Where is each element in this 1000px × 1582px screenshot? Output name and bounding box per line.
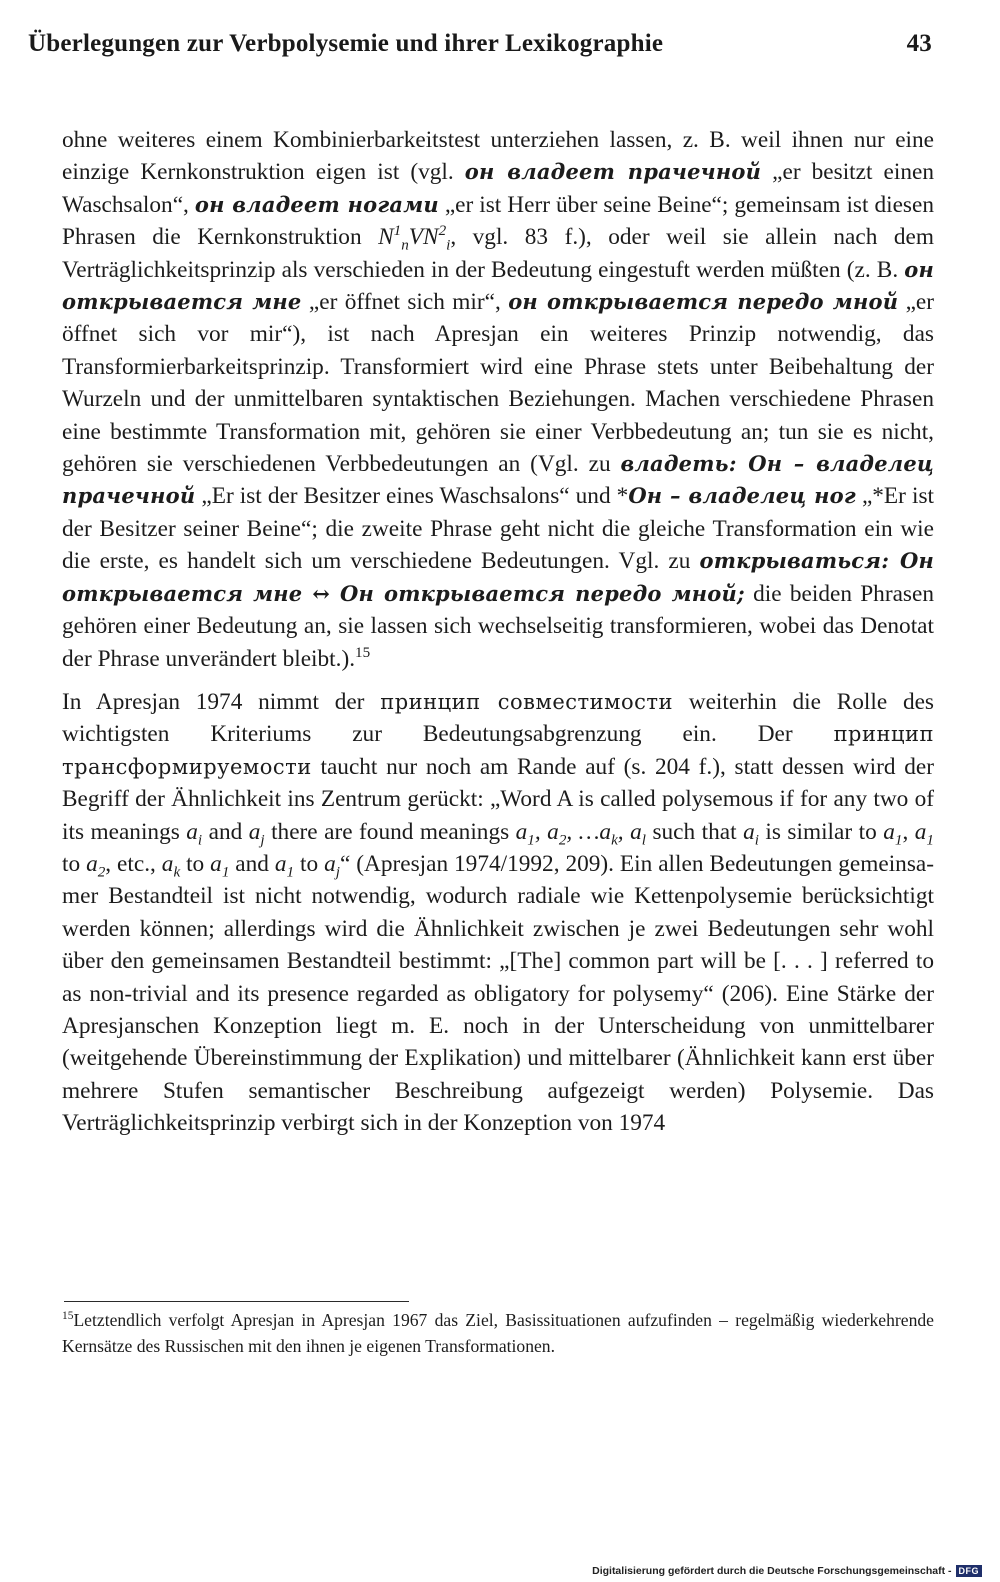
running-head	[28, 30, 932, 58]
russian-phrase: Он – владелец ног	[628, 483, 856, 509]
russian-phrase: он открывается передо мной	[508, 289, 899, 315]
funding-notice	[592, 1565, 982, 1577]
dfg-logo: DFG	[956, 1565, 983, 1577]
footnote-number: 15	[62, 1310, 74, 1323]
math-var: $a_i$	[186, 818, 203, 849]
russian-term: принцип совместимости	[380, 689, 673, 714]
paragraph-2: In Apresjan 1974 nimmt der принцип совместимости weiterhin die Rolle des wichtigsten Kriteriums zur Bedeutungsabgrenzung ein. Der принцип трансформируемости taucht nur noch am Rande auf (s. 204 f.), statt dessen wird der Begriff der Ähnlichkeit ins Zentrum gerückt: „Word A is called polysemous if for any two of its meanings $a_i$ and $a_j$ there are found meanings $a_1$, $a_2$, $\dots a_k$, $a_l$ such that $a_i$ is similar to $a_1$, $a_1$ to $a_2$, etc., $a_k$ to $a_1$ and $a_1$ to $a_j“$ (Apresjan 1974/1992, 209). Ein allen Bedeutungen gemeinsamer Bestandteil ist nicht notwendig, wodurch radiale wie Kettenpolysemie berücksichtigt werden können; allerdings wird die Ähnlichkeit zwischen je zwei Bedeutungen sehr wohl über den gemeinsamen Bestandteil bestimmt: „[The] common part will be [. . . ] referred to as non-trivial and its presence regarded as obligatory for polysemy“ (206). Eine Stärke der Apresjanschen Konzeption liegt m. E. noch in der Unterscheidung von unmittelbarer (weitgehende Übereinstimmung der Explikation) und mittelbarer (Ähnlichkeit kann erst über mehrere Stufen semantischer Beschreibung aufgezeigt werden) Polysemie. Das Verträglichkeitsprinzip verbirgt sich in der Konzeption von 1974	[62, 688, 934, 1137]
russian-phrase: открываться: Он открывается мне ↔ Он открывается передо мной;	[62, 548, 934, 606]
russian-phrase: он владеет прачечной	[464, 159, 762, 185]
running-title: Überlegungen zur Verbpolysemie und ihrer Lexikographie	[28, 30, 664, 57]
body-text	[62, 124, 934, 1140]
footnote-divider	[64, 1301, 409, 1302]
footnote-reference[interactable]: 15	[355, 644, 371, 661]
math-sequence: $a_1$, $a_2$, $\dots a_k$, $a_l$	[515, 818, 646, 849]
math-var: $a_j$	[248, 818, 265, 849]
footnote-15	[62, 1308, 934, 1359]
russian-phrase: владеть: Он – владелец прачечной	[62, 451, 934, 509]
funding-text: Digitalisierung gefördert durch die Deutsche Forschungsgemeinschaft -	[592, 1565, 952, 1577]
footnote-text: Letztendlich verfolgt Apresjan in Apresjan 1967 das Ziel, Basissituationen aufzufinden – regelmäßig wiederkehrende Kernsätze des Russischen mit den ihnen je eigenen Transformationen.	[62, 1310, 934, 1356]
russian-term: принцип трансформируемости	[62, 722, 934, 779]
page-number: 43	[906, 30, 932, 57]
russian-phrase: он открывается мне	[62, 256, 934, 315]
core-construction-formula: $N^1_nVN^2_i$	[378, 223, 451, 254]
paragraph-1: ohne weiteres einem Kombinierbarkeitstest unterziehen lassen, z. B. weil ihnen nur eine einzige Kernkonstruktion eigen ist (vgl. он владеет прачечной „er besitzt einen Waschsalon“, он владеет ногами „er ist Herr über seine Beine“; gemeinsam ist diesen Phrasen die Kernkonstruktion $N^1_nVN^2_i$, vgl. 83 f.), oder weil sie allein nach dem Verträglichkeitsprinzip als verschieden in der Bedeutung eingestuft werden müßten (z. B. он открывается мне „er öffnet sich mir“, он открывается передо мной „er öffnet sich vor mir“), ist nach Apresjan ein weiteres Prinzip notwendig, das Transformierbarkeitsprinzip. Transformiert wird eine Phrase stets unter Beibehaltung der Wurzeln und der unmittelbaren syntaktischen Beziehungen. Machen verschiedene Phrasen eine bestimmte Transformation mit, gehören sie einer Verbbedeutung an; tun sie es nicht, gehören sie verschiedenen Verbbedeutungen an (Vgl. zu владеть: Он – владелец прачечной „Er ist der Besitzer eines Waschsalons“ und *Он – владелец ног „*Er ist der Besitzer seiner Beine“; die zweite Phrase geht nicht die gleiche Transformation ein wie die erste, es handelt sich um verschiedene Bedeutungen. Vgl. zu открываться: Он открывается мне ↔ Он открывается передо мной; die beiden Phrasen gehören einer Bedeutung an, sie lassen sich wechselseitig transformieren, wobei das Denotat der Phrase unverändert bleibt.).$^{15}$	[62, 127, 935, 672]
russian-phrase: он владеет ногами	[194, 191, 439, 217]
